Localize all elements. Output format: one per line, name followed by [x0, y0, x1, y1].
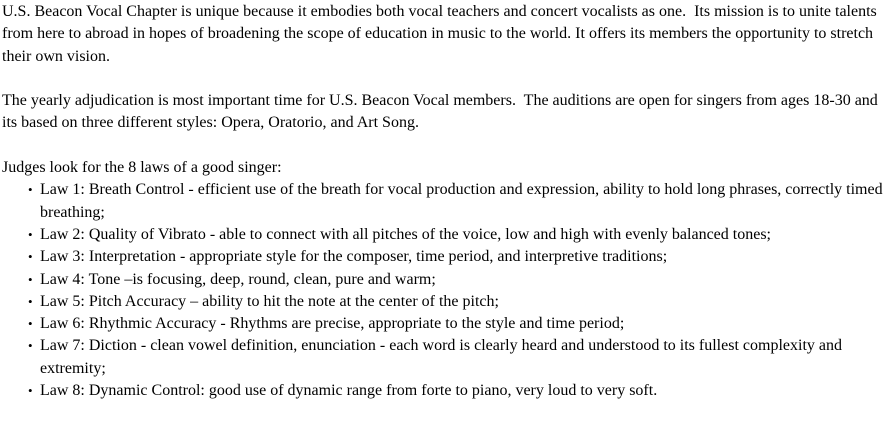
list-item	[28, 380, 892, 402]
bullet-icon: •	[28, 383, 33, 399]
laws-intro-paragraph: Judges look for the 8 laws of a good singer:	[2, 159, 282, 177]
law-text: Law 8: Dynamic Control: good use of dynamic range from forte to piano, very loud to very soft.	[40, 382, 658, 400]
list-item	[28, 224, 892, 246]
law-text: Law 3: Interpretation - appropriate style for the composer, time period, and interpretive traditions;	[40, 248, 668, 266]
paragraph-spacer	[2, 68, 892, 90]
list-item	[28, 179, 892, 224]
bullet-icon: •	[28, 316, 33, 332]
list-item	[28, 291, 892, 313]
list-item	[28, 269, 892, 291]
law-text: Law 1: Breath Control - efficient use of the breath for vocal production and expression, ability to hold long phrases, correctly timed breathing;	[40, 181, 883, 221]
law-text: Law 7: Diction - clean vowel definition, enunciation - each word is clearly heard and understood to its fullest complexity and extremity;	[40, 337, 842, 377]
paragraph-spacer	[2, 135, 892, 157]
bullet-icon: •	[28, 226, 33, 242]
list-item	[28, 246, 892, 268]
adjudication-paragraph: The yearly adjudication is most important time for U.S. Beacon Vocal members. The auditions are open for singers from ages 18-30 and its based on three different styles: Opera, Oratorio, and Art Song.	[2, 92, 882, 132]
intro-paragraph: U.S. Beacon Vocal Chapter is unique because it embodies both vocal teachers and concert vocalists as one. Its mission is to unite talents from here to abroad in hopes of broadening the scope of education in music to the world. It offers its members the opportunity to stretch their own vision.	[2, 3, 881, 65]
bullet-icon: •	[28, 293, 33, 309]
list-item	[28, 313, 892, 335]
law-text: Law 6: Rhythmic Accuracy - Rhythms are precise, appropriate to the style and time period;	[40, 315, 625, 333]
bullet-icon: •	[28, 271, 33, 287]
law-text: Law 5: Pitch Accuracy – ability to hit the note at the center of the pitch;	[40, 292, 499, 310]
law-text: Law 2: Quality of Vibrato - able to connect with all pitches of the voice, low and high with evenly balanced tones;	[40, 225, 771, 243]
document-body	[2, 1, 892, 402]
bullet-icon: •	[28, 249, 33, 265]
laws-list	[2, 179, 892, 402]
bullet-icon: •	[28, 338, 33, 354]
bullet-icon: •	[28, 182, 33, 198]
list-item	[28, 335, 892, 380]
law-text: Law 4: Tone –is focusing, deep, round, clean, pure and warm;	[40, 270, 436, 288]
